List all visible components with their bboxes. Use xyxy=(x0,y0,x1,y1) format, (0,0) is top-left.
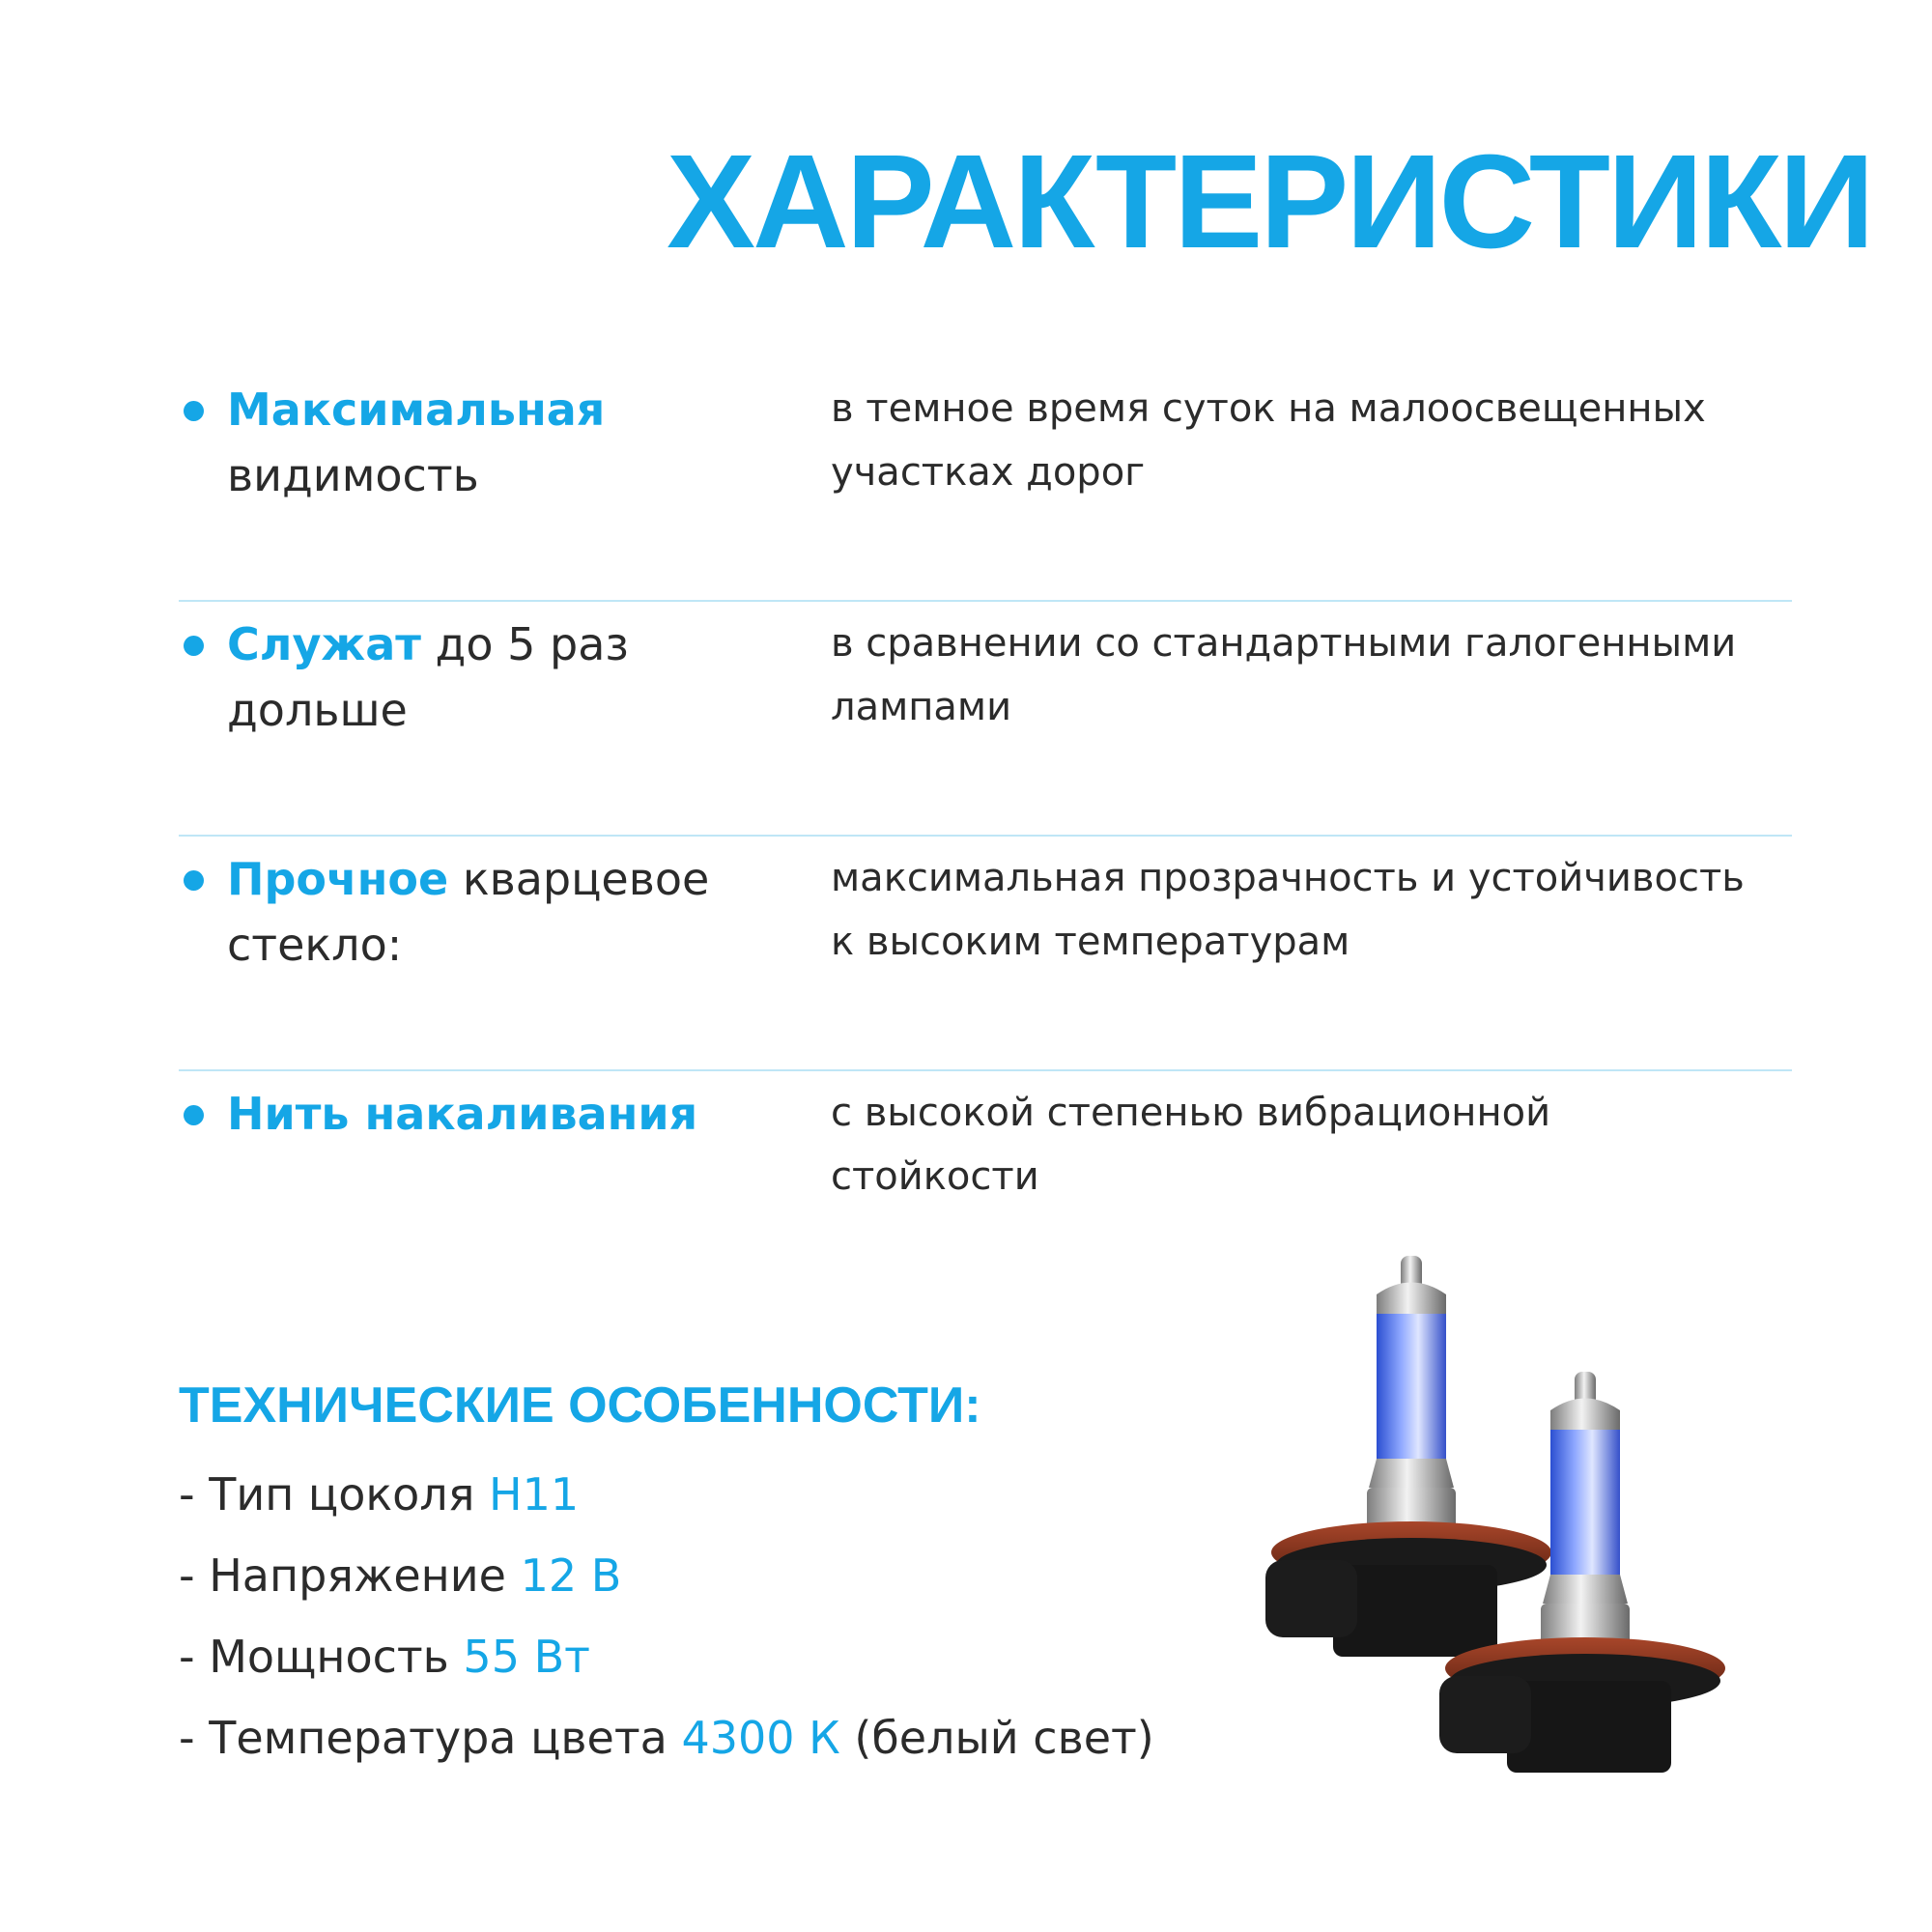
spec-label: - Температура цвета xyxy=(179,1712,682,1764)
spec-item xyxy=(179,1616,1241,1697)
spec-item xyxy=(179,1454,1241,1535)
spec-suffix: (белый свет) xyxy=(839,1712,1154,1764)
feature-description: с высокой степенью вибрационной стойкости xyxy=(831,1091,1551,1199)
feature-title xyxy=(227,611,768,743)
page-title: ХАРАКТЕРИСТИКИ xyxy=(667,128,1872,276)
spec-value: 55 Вт xyxy=(463,1631,590,1683)
feature-highlight: Максимальная xyxy=(227,384,606,436)
product-image xyxy=(1256,1241,1758,1840)
feature-title xyxy=(227,377,768,508)
spec-value: 12 В xyxy=(520,1549,622,1602)
bullet-icon xyxy=(184,401,204,421)
feature-description: в сравнении со стандартными галогенными лампами xyxy=(831,621,1737,729)
feature-title xyxy=(227,846,768,978)
bullet-icon xyxy=(184,636,204,656)
spec-value: H11 xyxy=(489,1468,580,1520)
bullet-icon xyxy=(184,1105,204,1125)
feature-row xyxy=(179,367,1792,602)
feature-highlight: Нить накаливания xyxy=(227,1088,698,1140)
feature-title-rest: кварцевое стекло: xyxy=(227,853,710,971)
spec-value: 4300 К xyxy=(681,1712,840,1764)
bullet-icon xyxy=(184,870,204,891)
tech-heading: ТЕХНИЧЕСКИЕ ОСОБЕННОСТИ: xyxy=(179,1378,981,1434)
features-list xyxy=(179,367,1792,1306)
tech-specs xyxy=(179,1377,1241,1778)
spec-label: - Мощность xyxy=(179,1631,464,1683)
feature-description: в темное время суток на малоосвещенных участках дорог xyxy=(831,386,1706,495)
feature-title xyxy=(227,1081,768,1147)
feature-row xyxy=(179,837,1792,1071)
spec-label: - Тип цоколя xyxy=(179,1468,489,1520)
feature-highlight: Прочное xyxy=(227,853,449,905)
spec-item xyxy=(179,1697,1241,1778)
spec-label: - Напряжение xyxy=(179,1549,521,1602)
bulb-back xyxy=(1265,1256,1551,1657)
spec-item xyxy=(179,1535,1241,1616)
feature-highlight: Служат xyxy=(227,618,421,670)
feature-title-rest: до 5 раз дольше xyxy=(227,618,629,736)
feature-row xyxy=(179,602,1792,837)
feature-description: максимальная прозрачность и устойчивость к высоким температурам xyxy=(831,856,1745,964)
bulbs-illustration xyxy=(1256,1241,1758,1840)
feature-title-rest: видимость xyxy=(227,449,479,501)
